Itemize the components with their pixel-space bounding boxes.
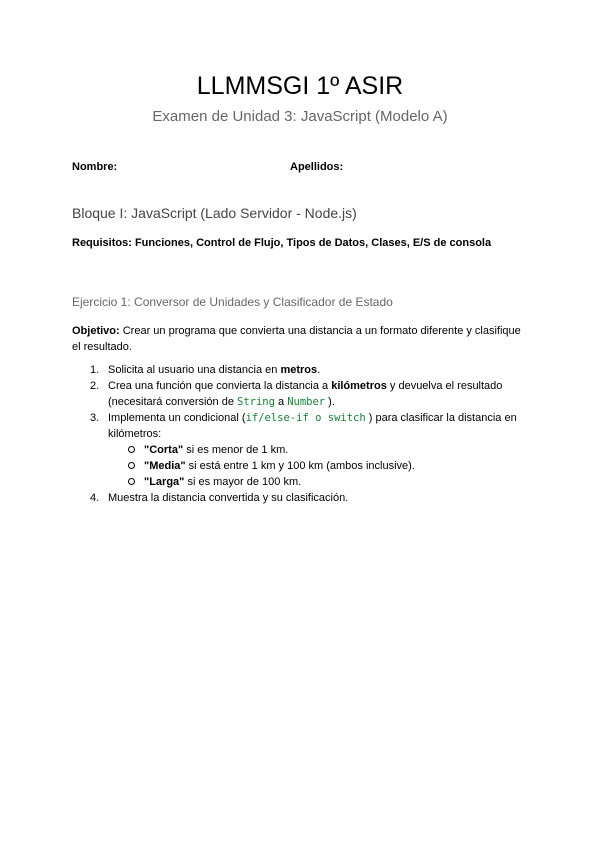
inline-code: String xyxy=(237,396,275,408)
sub-list-item xyxy=(108,458,532,474)
step-text: Muestra la distancia convertida y su clasificación. xyxy=(108,492,349,504)
sub-item-text: si es mayor de 100 km. xyxy=(184,476,302,488)
sub-item-bold: "Larga" xyxy=(144,476,185,488)
sub-list-item xyxy=(108,442,532,458)
step-text: Crea una función que convierta la distancia a xyxy=(108,380,332,392)
apellidos-field-label: Apellidos: xyxy=(290,161,344,173)
step-number: 1. xyxy=(90,364,100,376)
page-subtitle: Examen de Unidad 3: JavaScript (Modelo A) xyxy=(152,108,448,125)
list-item xyxy=(72,410,532,490)
step-text: ) para clasificar la distancia en kilómetros: xyxy=(108,412,517,440)
list-item xyxy=(72,362,532,378)
objective-text: Crear un programa que convierta una distancia a un formato diferente y clasifique el resultado. xyxy=(72,325,521,353)
step-text: . xyxy=(317,364,321,376)
exercise-objective xyxy=(72,323,532,355)
sub-item-bold: "Media" xyxy=(144,460,186,472)
steps-list xyxy=(72,362,532,506)
list-item xyxy=(72,490,532,506)
step-text: Solicita al usuario una distancia en xyxy=(108,364,281,376)
requisitos-line: Requisitos: Funciones, Control de Flujo, Tipos de Datos, Clases, E/S de consola xyxy=(72,237,492,249)
sub-list-item xyxy=(108,474,532,490)
step-text: a xyxy=(274,396,288,408)
bullet-circle-icon xyxy=(128,478,135,485)
step-bold: kilómetros xyxy=(331,380,387,392)
list-item xyxy=(72,378,532,410)
nombre-field-label: Nombre: xyxy=(72,161,118,173)
sub-item-text: si está entre 1 km y 100 km (ambos inclusive). xyxy=(185,460,415,472)
inline-code: Number xyxy=(287,396,326,408)
block-title: Bloque I: JavaScript (Lado Servidor - Node.js) xyxy=(72,205,357,221)
sub-item-bold: "Corta" xyxy=(144,444,184,456)
step-number: 4. xyxy=(90,492,100,504)
step-text: y devuelva el resultado (necesitará conversión de xyxy=(108,380,503,408)
sub-item-text: si es menor de 1 km. xyxy=(183,444,289,456)
bullet-circle-icon xyxy=(128,462,135,469)
step-bold: metros xyxy=(280,364,318,376)
step-number: 3. xyxy=(90,412,100,424)
step-text: Implementa un condicional ( xyxy=(108,412,246,424)
objective-label: Objetivo: xyxy=(72,325,120,337)
bullet-circle-icon xyxy=(128,446,135,453)
page-title: LLMMSGI 1º ASIR xyxy=(196,72,404,100)
step-text: ). xyxy=(325,396,335,408)
inline-code: if/else-if o switch xyxy=(245,412,366,424)
exercise-title: Ejercicio 1: Conversor de Unidades y Clasificador de Estado xyxy=(72,295,393,309)
sub-list xyxy=(108,442,532,490)
step-number: 2. xyxy=(90,380,100,392)
